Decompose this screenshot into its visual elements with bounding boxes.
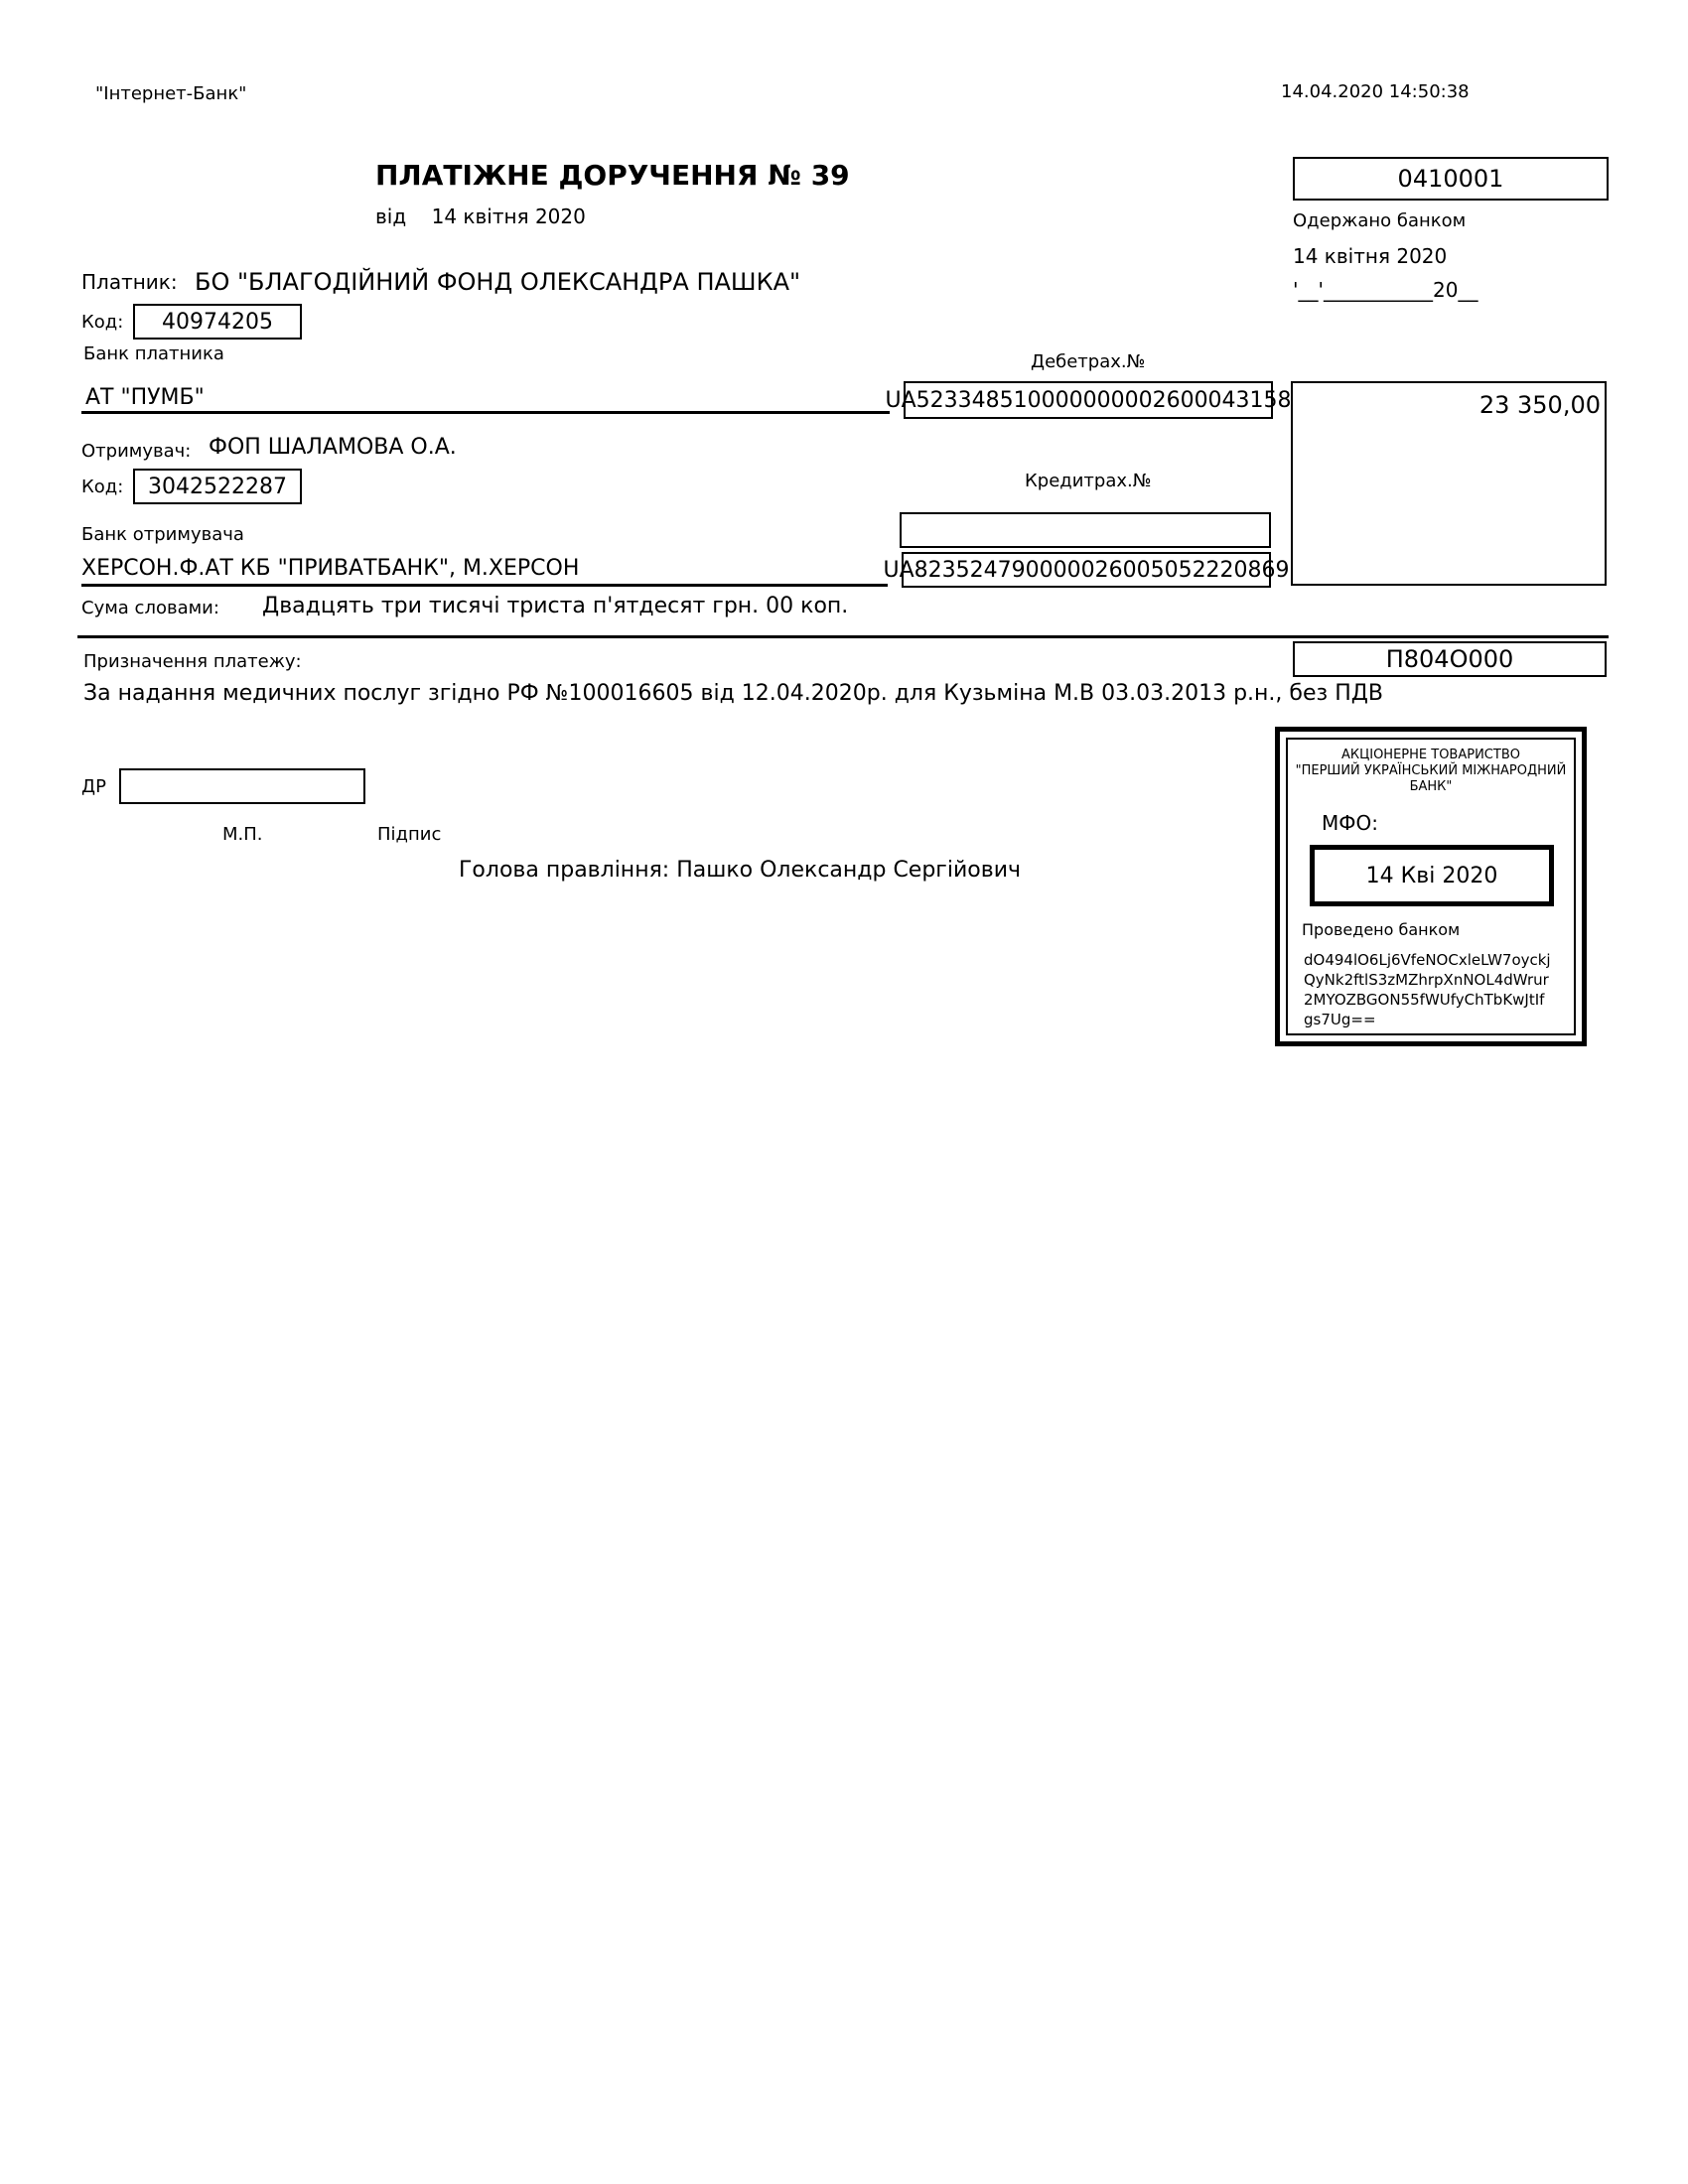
credit-blank-box bbox=[900, 512, 1271, 548]
amount-box bbox=[1291, 381, 1607, 586]
recipient-label: Отримувач: bbox=[81, 441, 192, 462]
bank-stamp bbox=[1275, 727, 1587, 1046]
credit-account-box bbox=[883, 552, 1290, 588]
payer-code: 40974205 bbox=[162, 309, 273, 335]
received-date: 14 квітня 2020 bbox=[1293, 244, 1448, 268]
debit-account: UA523348510000000002600043158 bbox=[885, 387, 1292, 413]
document-title-text: ПЛАТІЖНЕ ДОРУЧЕННЯ № bbox=[375, 159, 801, 192]
recipient-bank: ХЕРСОН.Ф.АТ КБ "ПРИВАТБАНК", М.ХЕРСОН bbox=[81, 556, 580, 581]
amount-words: Двадцять три тисячі триста п'ятдесят грн. 00 коп. bbox=[262, 594, 849, 618]
date-blank-line: '__'___________20__ bbox=[1293, 278, 1478, 302]
purpose-code: П804О000 bbox=[1385, 645, 1514, 673]
print-timestamp: 14.04.2020 14:50:38 bbox=[1281, 81, 1470, 102]
hash-line: QyNk2ftlS3zMZhrpXnNOL4dWrur bbox=[1304, 971, 1549, 989]
payer-bank-underline bbox=[81, 411, 890, 414]
recipient-code: 3042522287 bbox=[148, 474, 287, 499]
recipient-code-box bbox=[133, 469, 302, 504]
document-number: 39 bbox=[810, 159, 850, 192]
bank-stamp-line2: "ПЕРШИЙ УКРАЇНСЬКИЙ МІЖНАРОДНИЙ БАНК" bbox=[1295, 763, 1567, 794]
bank-stamp-inner-frame bbox=[1286, 738, 1576, 1035]
form-code: 0410001 bbox=[1397, 165, 1504, 193]
recipient-name: ФОП ШАЛАМОВА О.А. bbox=[209, 435, 457, 460]
form-code-box bbox=[1293, 157, 1609, 201]
dr-box bbox=[119, 768, 365, 804]
debit-account-label: Дебетрах.№ bbox=[1031, 351, 1146, 372]
purpose-label: Призначення платежу: bbox=[83, 651, 302, 672]
document-date bbox=[375, 205, 586, 228]
stamp-place-label: М.П. bbox=[222, 824, 263, 845]
stamp-date-box bbox=[1310, 845, 1554, 906]
bank-stamp-header bbox=[1288, 748, 1574, 795]
section-divider bbox=[77, 635, 1609, 638]
recipient-bank-underline bbox=[81, 584, 888, 587]
payer-bank-label: Банк платника bbox=[83, 343, 224, 364]
payer-bank: АТ "ПУМБ" bbox=[85, 385, 205, 410]
credit-account: UA823524790000026005052220869 bbox=[883, 557, 1290, 583]
bank-system-label: "Інтернет-Банк" bbox=[95, 83, 247, 104]
document-date-value: 14 квітня 2020 bbox=[431, 205, 586, 228]
payer-label: Платник: bbox=[81, 270, 178, 294]
stamp-date: 14 Кві 2020 bbox=[1365, 863, 1498, 888]
hash-line: 2MYOZBGON55fWUfyChTbKwJtIf bbox=[1304, 991, 1545, 1009]
document-date-label: від bbox=[375, 205, 407, 228]
payer-code-box bbox=[133, 304, 302, 340]
signature-label: Підпис bbox=[377, 824, 442, 845]
hash-line: gs7Ug== bbox=[1304, 1011, 1376, 1028]
recipient-code-label: Код: bbox=[81, 477, 124, 497]
processed-by-bank-label: Проведено банком bbox=[1302, 920, 1461, 939]
bank-hash bbox=[1304, 950, 1551, 1029]
debit-account-box bbox=[885, 381, 1292, 419]
amount-value: 23 350,00 bbox=[1478, 391, 1601, 419]
mfo-label: МФО: bbox=[1322, 811, 1378, 835]
head-of-board: Голова правління: Пашко Олександр Сергійович bbox=[459, 858, 1021, 883]
payer-code-label: Код: bbox=[81, 312, 124, 333]
payer-name: БО "БЛАГОДІЙНИЙ ФОНД ОЛЕКСАНДРА ПАШКА" bbox=[195, 268, 801, 296]
received-by-bank-label: Одержано банком bbox=[1293, 210, 1467, 231]
credit-account-label: Кредитрах.№ bbox=[1025, 471, 1152, 491]
hash-line: dO494lO6Lj6VfeNOCxleLW7oyckj bbox=[1304, 951, 1551, 969]
recipient-bank-label: Банк отримувача bbox=[81, 524, 244, 545]
amount-words-label: Сума словами: bbox=[81, 598, 219, 618]
purpose-code-box bbox=[1293, 641, 1607, 677]
payment-purpose: За надання медичних послуг згідно РФ №100016605 від 12.04.2020р. для Кузьміна М.В 03.03.2013 р.н., без ПДВ bbox=[83, 681, 1384, 706]
dr-label: ДР bbox=[81, 776, 106, 797]
document-title bbox=[375, 159, 850, 192]
bank-stamp-line1: АКЦІОНЕРНЕ ТОВАРИСТВО bbox=[1341, 748, 1520, 762]
